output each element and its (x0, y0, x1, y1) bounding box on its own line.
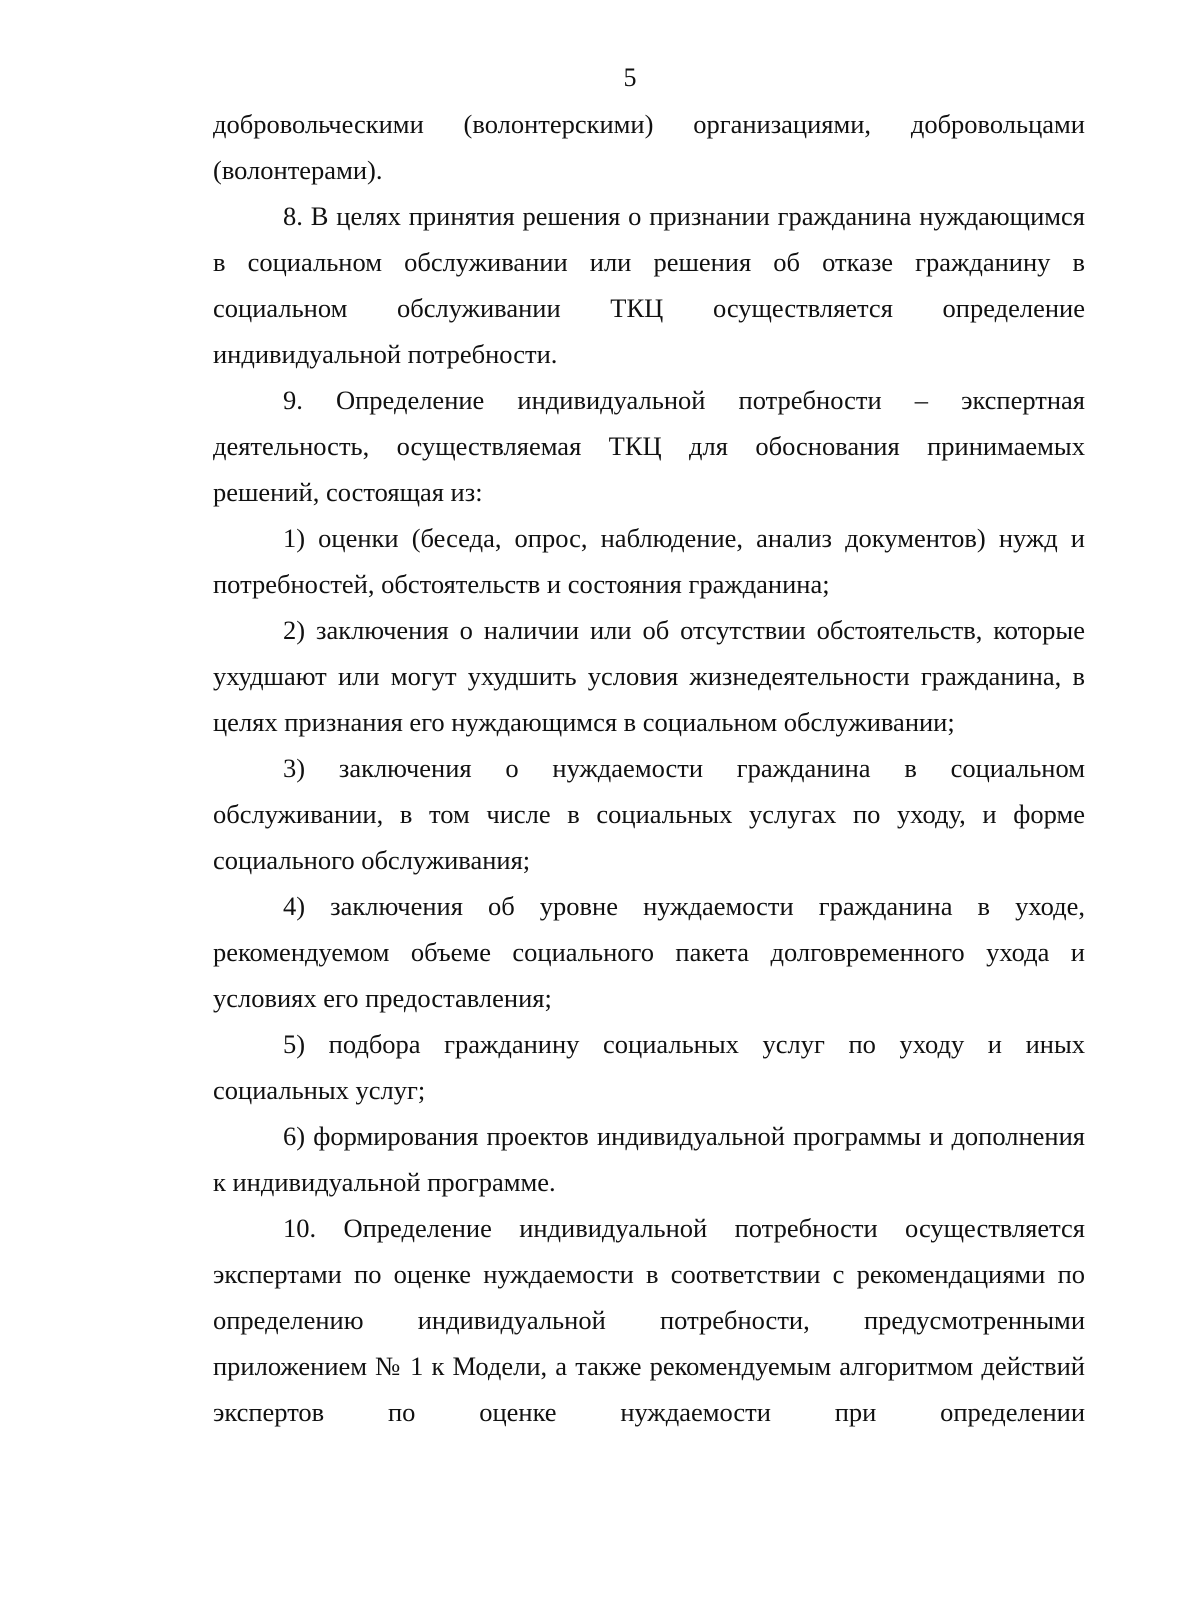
document-body (213, 101, 1085, 1435)
list-item-6: 6) формирования проектов индивидуальной программы и дополнения к индивидуальной программе. (213, 1121, 1085, 1197)
paragraph-10: 10. Определение индивидуальной потребности осуществляется экспертами по оценке нуждаемости в соответствии с рекомендациями по определению индивидуальной потребности, предусмотренными приложением № 1 к Модели, а также рекомендуемым алгоритмом действий экспертов по оценке нуждаемости при определении (213, 1213, 1085, 1427)
paragraph-9: 9. Определение индивидуальной потребности – экспертная деятельность, осуществляемая ТКЦ для обоснования принимаемых решений, состоящая из: (213, 385, 1085, 507)
page-number: 5 (623, 63, 637, 92)
paragraph-continuation: добровольческими (волонтерскими) организациями, добровольцами (волонтерами). (213, 109, 1085, 185)
list-item-4: 4) заключения об уровне нуждаемости гражданина в уходе, рекомендуемом объеме социального пакета долговременного ухода и условиях его предоставления; (213, 891, 1085, 1013)
list-item-5: 5) подбора гражданину социальных услуг по уходу и иных социальных услуг; (213, 1029, 1085, 1105)
list-item-3: 3) заключения о нуждаемости гражданина в социальном обслуживании, в том числе в социальных услугах по уходу, и форме социального обслуживания; (213, 753, 1085, 875)
list-item-1: 1) оценки (беседа, опрос, наблюдение, анализ документов) нужд и потребностей, обстоятельств и состояния гражданина; (213, 523, 1085, 599)
paragraph-8: 8. В целях принятия решения о признании гражданина нуждающимся в социальном обслуживании или решения об отказе гражданину в социальном обслуживании ТКЦ осуществляется определение индивидуальной потребности. (213, 201, 1085, 369)
list-item-2: 2) заключения о наличии или об отсутствии обстоятельств, которые ухудшают или могут ухудшить условия жизнедеятельности гражданина, в целях признания его нуждающимся в социальном обслуживании; (213, 615, 1085, 737)
